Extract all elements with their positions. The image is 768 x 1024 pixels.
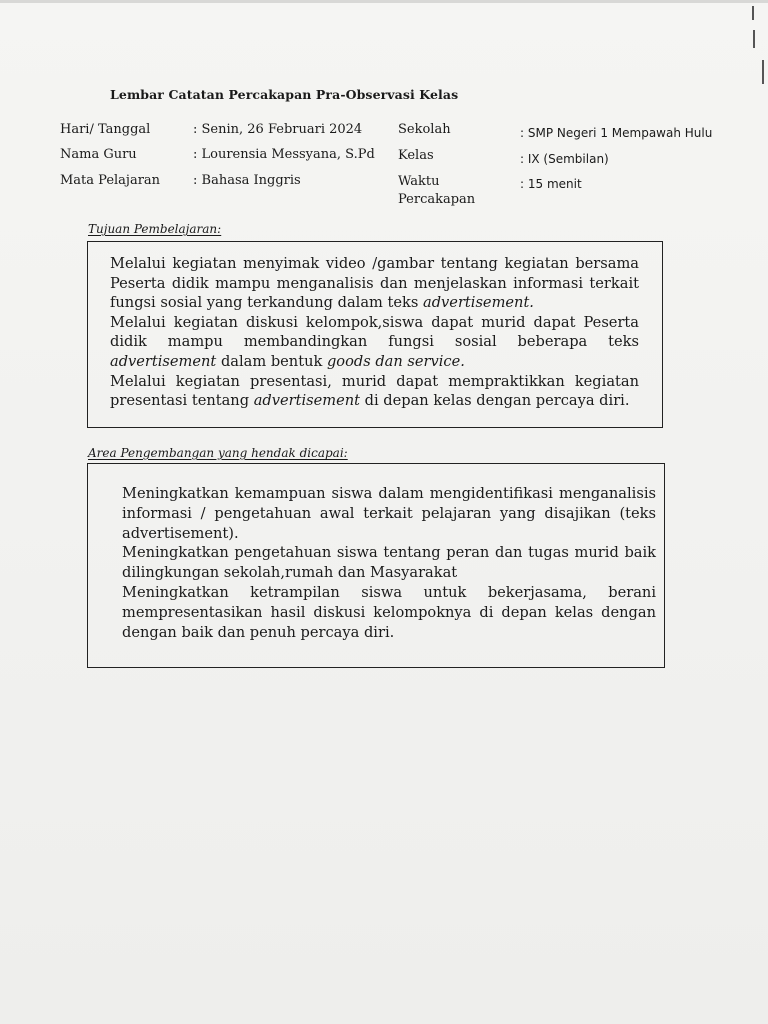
section-label-development-area: Area Pengembangan yang hendak dicapai: xyxy=(88,446,348,460)
section-label-objectives: Tujuan Pembelajaran: xyxy=(88,222,222,236)
scan-mark xyxy=(753,30,755,48)
info-label-subject: Mata Pelajaran xyxy=(60,173,161,188)
development-paragraph: Meningkatkan ketrampilan siswa untuk bekerjasama, berani mempresentasikan hasil diskusi kelompoknya di depan kelas dengan dengan baik dan penuh percaya diri. xyxy=(122,583,656,641)
info-label-teacher: Nama Guru xyxy=(60,147,137,162)
page-top-edge xyxy=(0,0,768,3)
objective-paragraph: Melalui kegiatan menyimak video /gambar tentang kegiatan bersama Peserta didik mampu menganalisis dan menjelaskan informasi terkait fungsi sosial yang terkandung dalam teks advertisement. xyxy=(110,255,639,312)
objective-paragraph: Melalui kegiatan diskusi kelompok,siswa dapat murid dapat Peserta didik mampu membandingkan fungsi sosial beberapa teks advertisement dalam bentuk goods dan service. xyxy=(110,313,639,370)
info-label-school: Sekolah xyxy=(398,122,451,137)
objectives-box xyxy=(87,241,663,428)
info-value-school: : SMP Negeri 1 Mempawah Hulu xyxy=(520,126,713,140)
objective-paragraph: Melalui kegiatan presentasi, murid dapat mempraktikkan kegiatan presentasi tentang advertisement di depan kelas dengan percaya diri. xyxy=(110,372,639,410)
info-label-duration: Waktu Percakapan xyxy=(398,174,476,207)
info-value-teacher: : Lourensia Messyana, S.Pd xyxy=(193,147,375,162)
scan-mark xyxy=(752,6,754,20)
info-value-date: : Senin, 26 Februari 2024 xyxy=(193,122,363,137)
info-value-class: : IX (Sembilan) xyxy=(520,152,609,166)
development-area-box xyxy=(87,463,665,668)
info-value-duration: : 15 menit xyxy=(520,177,582,191)
document-title: Lembar Catatan Percakapan Pra-Observasi Kelas xyxy=(110,87,459,102)
scan-mark xyxy=(762,60,764,84)
info-label-class: Kelas xyxy=(398,148,434,163)
development-paragraph: Meningkatkan pengetahuan siswa tentang peran dan tugas murid baik dilingkungan sekolah,rumah dan Masyarakat xyxy=(122,544,656,582)
development-paragraph: Meningkatkan kemampuan siswa dalam mengidentifikasi menganalisis informasi / pengetahuan awal terkait pelajaran yang disajikan (teks advertisement). xyxy=(122,485,656,542)
info-value-subject: : Bahasa Inggris xyxy=(193,173,301,188)
info-label-date: Hari/ Tanggal xyxy=(60,122,151,137)
